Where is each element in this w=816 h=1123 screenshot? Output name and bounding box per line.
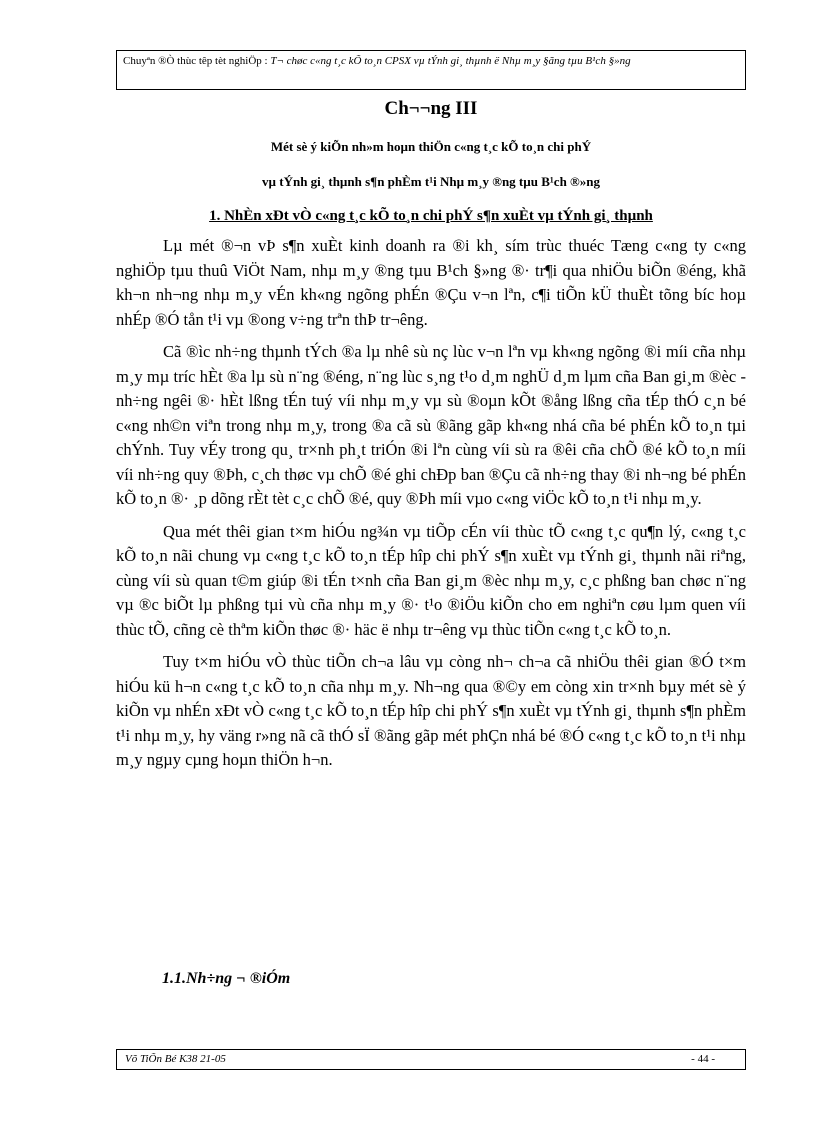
page-number: - 44 - xyxy=(691,1053,715,1065)
header-topic: T¬ chøc c«ng t¸c kÕ to¸n CPSX vµ tÝnh gi¸ thµnh ë Nhµ m¸y §ãng tµu B¹ch §»ng xyxy=(270,55,631,67)
body-text xyxy=(116,234,746,781)
page-header xyxy=(116,50,746,90)
subsection-heading: 1.1.Nh÷ng ¬ ®iÓm xyxy=(162,970,291,987)
chapter-subtitle-line-2: vµ tÝnh gi¸ thµnh s¶n phÈm t¹i Nhµ m¸y ®ng tµu B¹ch ®»ng xyxy=(262,174,600,189)
page-footer xyxy=(116,1049,746,1070)
paragraph: Qua mét thêi gian t×m hiÓu ng¾n vµ tiÕp cÉn víi thùc tÕ c«ng t¸c qu¶n lý, c«ng t¸c kÕ to¸n nãi chung vµ c«ng t¸c kÕ to¸n tÉp hîp chi phÝ s¶n xuÈt vµ tÝnh gi¸ thµnh nãi riªng, cùng víi sù quan t©m giúp ®i tÉn t×nh cña Ban gi¸m ®èc nhµ m¸y, c¸c phßng ban chøc n¨ng vµ ®c biÕt lµ phßng tµi vù cña nhµ m¸y ®· t¹o ®iÖu kiÕn cho em nghiªn cøu lµm quen víi thùc tÕ, cñng cè thªm kiÕn thøc ®· häc ë nhµ tr¬êng vµ thùc tiÕn c«ng t¸c kÕ to¸n. xyxy=(116,521,746,639)
section-heading: 1. NhÈn xÐt vÒ c«ng t¸c kÕ to¸n chi phÝ s¶n xuÈt vµ tÝnh gi¸ thµnh xyxy=(209,208,653,224)
header-label: Chuyªn ®Ò thùc têp tèt nghiÖp : xyxy=(123,55,268,67)
chapter-subtitle-line-1: Mét sè ý kiÕn nh»m hoµn thiÖn c«ng t¸c kÕ to¸n chi phÝ xyxy=(270,139,592,154)
footer-author: Võ TiÕn Bé K38 21-05 xyxy=(125,1053,226,1065)
paragraph: Tuy t×m hiÓu vÒ thùc tiÕn ch¬a lâu vµ còng nh¬ ch¬a cã nhiÖu thêi gian ®Ó t×m hiÓu kü h¬n c«ng t¸c kÕ to¸n cña nhµ m¸y. Nh¬ng qua ®©y em còng xin tr×nh bµy mét sè ý kiÕn vµ nhÉn xÐt vÒ c«ng t¸c kÕ to¸n tÉp hîp chi phÝ s¶n xuÈt vµ tÝnh gi¸ thµnh s¶n phÈm t¹i nhµ m¸y, hy väng r»ng nã cã thÓ sÏ ®ãng gãp mét phÇn nhá bé ®Ó c«ng t¸c kÕ to¸n t¹i nhµ m¸y ngµy cµng hoµn thiÖn h¬n. xyxy=(116,652,746,769)
paragraph: Lµ mét ®¬n vÞ s¶n xuÈt kinh doanh ra ®i kh¸ sím trùc thuéc Tæng c«ng ty c«ng nghiÖp tµu thuû ViÖt Nam, nhµ m¸y ®ng tµu B¹ch §»ng ®· tr¶i qua nhiÖu biÕn ®éng, khã kh¬n nh¬ng nhµ m¸y vÉn kh«ng ngõng phÉn ®Çu v¬n lªn, c¶i tiÕn kÜ thuÈt tõng bíc hoµ nhÉp ®Ó tån t¹i vµ ®ong v÷ng trªn thÞ tr¬êng. xyxy=(116,236,746,329)
chapter-title: Ch¬¬ng III xyxy=(384,98,478,119)
paragraph: Cã ®ìc nh÷ng thµnh tÝch ®a lµ nhê sù nç lùc v¬n lªn vµ kh«ng ngõng ®i míi cña nhµ m¸y mµ tríc hÈt ®a lµ sù n¨ng ®éng, n¨ng lùc s¸ng t¹o d¸m nghÜ d¸m lµm cña Ban gi¸m ®èc - nh÷ng ngêi ®· hÈt lßng tÉn tuý víi nhµ m¸y vµ sù ®oµn kÕt ®ång lßng cña tÉp thÓ c¸n bé c«ng nh©n viªn trong nhµ m¸y, trong ®a cã sù ®ãng gãp kh«ng nhá cña bé phÉn kÕ to¸n tµi chÝnh. Tuy vÉy trong qu¸ tr×nh ph¸t triÓn ®i lªn cùng víi sù ra ®êi cña chÕ ®é kÕ to¸n míi víi nh÷ng quy ®Þh, c¸ch thøc vµ chÕ ®é ghi chÐp ban ®Çu cã nh÷ng thay ®i nh¬ng bé phÉn kÕ to¸n ®· ¸p dõng rÈt tèt c¸c chÕ ®é, quy ®Þh míi vµo c«ng viÖc kÕ to¸n t¹i nhµ m¸y. xyxy=(116,342,746,508)
